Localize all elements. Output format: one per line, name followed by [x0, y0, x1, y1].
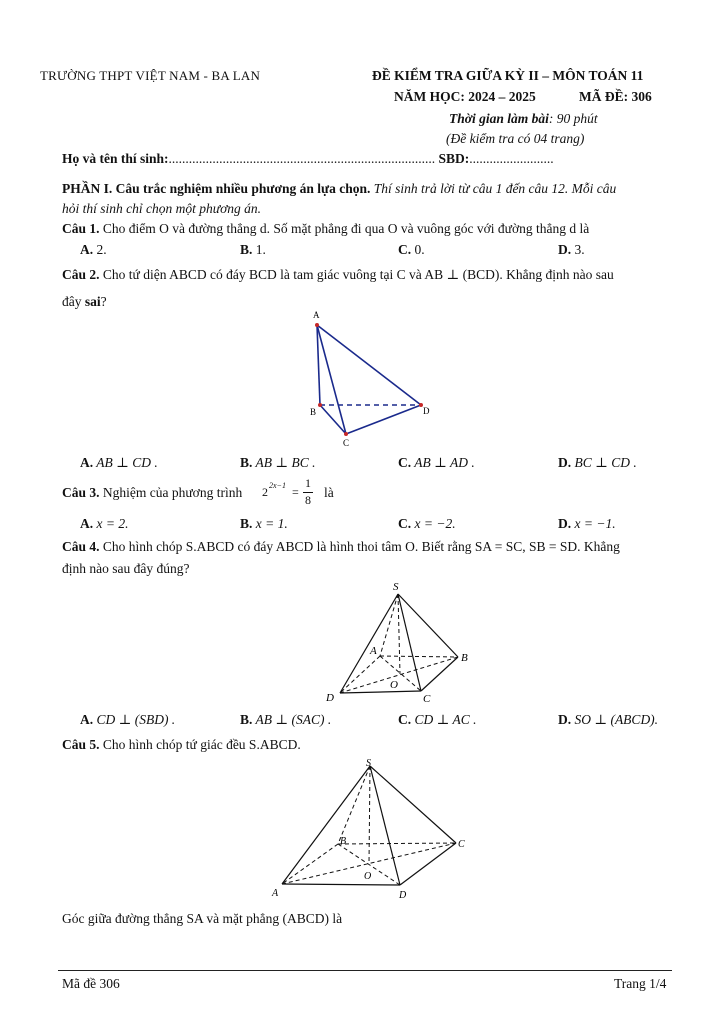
square-pyramid-figure	[260, 752, 470, 904]
question-3	[62, 484, 242, 502]
question-4	[62, 538, 620, 556]
name-label: Họ và tên thí sinh:	[62, 151, 169, 166]
sbd-label: SBD:	[435, 151, 470, 166]
q2-text-cont: đây sai?	[62, 294, 107, 309]
sbd-dots: .........................	[469, 151, 554, 166]
eq-exponent: 2x−1	[269, 481, 286, 490]
vertex-a	[315, 323, 319, 327]
label-a: A	[370, 645, 377, 657]
q1-label: Câu 1.	[62, 221, 100, 236]
edge-cd	[346, 405, 421, 434]
q2-option-d[interactable]: D. BC ⊥ CD .	[558, 455, 637, 470]
q3-text-end: là	[324, 485, 334, 500]
part1-instruction: Thí sinh trả lời từ câu 1 đến câu 12. Mỗi câu	[370, 181, 617, 196]
question-1	[62, 220, 589, 238]
q3-equation	[262, 476, 322, 510]
q1-text: Cho điểm O và đường thẳng d. Số mặt phẳng đi qua O và vuông góc với đường thẳng d là	[99, 221, 590, 236]
footer-page-number: Trang 1/4	[614, 976, 667, 991]
edge-ab-hidden	[380, 656, 458, 657]
label-d: D	[423, 406, 430, 416]
q1-option-b[interactable]: B. 1.	[240, 242, 266, 257]
exam-title: ĐỀ KIỂM TRA GIỮA KỲ II – MÔN TOÁN 11	[372, 68, 644, 83]
edge-sc	[398, 594, 421, 691]
q1-option-c[interactable]: C. 0.	[398, 242, 425, 257]
pages-note: (Đề kiểm tra có 04 trang)	[446, 131, 585, 146]
label-b: B	[310, 407, 317, 417]
q5-question-end: Góc giữa đường thẳng SA và mặt phẳng (ABCD) là	[62, 911, 343, 926]
q2-option-a[interactable]: A. AB ⊥ CD .	[80, 455, 158, 470]
q4-text-cont: định nào sau đây đúng?	[62, 561, 190, 576]
school-name: TRƯỜNG THPT VIỆT NAM - BA LAN	[40, 68, 261, 83]
q2-label: Câu 2.	[62, 267, 100, 282]
eq-numerator: 1	[305, 476, 311, 490]
label-s: S	[366, 758, 371, 769]
part1-title: PHẦN I. Câu trắc nghiệm nhiều phương án lựa chọn.	[62, 181, 371, 196]
label-c: C	[423, 693, 431, 705]
time-label: Thời gian làm bài	[449, 111, 549, 126]
edge-sa	[282, 766, 370, 884]
q3-option-a[interactable]: A. x = 2.	[80, 516, 129, 531]
edge-ab-hidden	[282, 844, 338, 884]
label-d: D	[326, 692, 334, 704]
q1-option-d[interactable]: D. 3.	[558, 242, 585, 257]
label-b: B	[461, 652, 468, 664]
edge-ad	[282, 884, 400, 885]
school-year: NĂM HỌC: 2024 – 2025	[394, 89, 536, 104]
vertex-c	[344, 432, 348, 436]
label-a: A	[313, 310, 320, 320]
label-o: O	[364, 871, 372, 882]
edge-sa-hidden	[380, 594, 398, 656]
student-info-line	[62, 150, 554, 168]
time-info	[449, 110, 598, 128]
q5-label: Câu 5.	[62, 737, 100, 752]
edge-ad	[317, 325, 421, 405]
q3-option-c[interactable]: C. x = −2.	[398, 516, 456, 531]
q2-text: Cho tứ diện ABCD có đáy BCD là tam giác vuông tại C và AB ⊥ (BCD). Khẳng định nào sau	[99, 267, 614, 282]
q3-text: Nghiệm của phương trình	[99, 485, 243, 500]
q4-text: Cho hình chóp S.ABCD có đáy ABCD là hình thoi tâm O. Biết rằng SA = SC, SB = SD. Khẳng	[99, 539, 620, 554]
label-o: O	[390, 679, 398, 691]
part1-instruction-cont: hỏi thí sinh chỉ chọn một phương án.	[62, 201, 262, 216]
eq-base: 2	[262, 485, 268, 499]
label-b: B	[340, 836, 347, 847]
edge-sd	[370, 766, 400, 885]
diag-ac-hidden	[380, 656, 421, 691]
eq-equals: =	[292, 485, 299, 499]
time-value: : 90 phút	[548, 111, 598, 126]
q2-option-b[interactable]: B. AB ⊥ BC .	[240, 455, 316, 470]
q3-option-d[interactable]: D. x = −1.	[558, 516, 616, 531]
q4-label: Câu 4.	[62, 539, 100, 554]
edge-cb	[421, 657, 458, 691]
footer-divider	[58, 970, 672, 971]
label-s: S	[393, 581, 399, 593]
q4-option-a[interactable]: A. CD ⊥ (SBD) .	[80, 712, 176, 727]
edge-bc-hidden	[338, 843, 456, 844]
footer-exam-code: Mã đề 306	[62, 976, 120, 991]
part1-heading	[62, 180, 616, 198]
question-2	[62, 266, 614, 284]
q1-option-a[interactable]: A. 2.	[80, 242, 107, 257]
q4-option-b[interactable]: B. AB ⊥ (SAC) .	[240, 712, 332, 727]
rhombus-pyramid-figure	[318, 578, 478, 710]
q3-option-b[interactable]: B. x = 1.	[240, 516, 288, 531]
exam-code: MÃ ĐỀ: 306	[579, 89, 652, 104]
edge-sc	[370, 766, 456, 843]
segment-so-hidden	[369, 766, 370, 864]
label-c: C	[343, 438, 350, 448]
label-a: A	[272, 888, 279, 899]
edge-sb-hidden	[338, 766, 370, 844]
eq-denominator: 8	[305, 493, 311, 507]
label-d: D	[399, 890, 407, 901]
q5-text: Cho hình chóp tứ giác đều S.ABCD.	[99, 737, 301, 752]
q3-label: Câu 3.	[62, 485, 100, 500]
edge-dc	[340, 691, 421, 693]
q2-option-c[interactable]: C. AB ⊥ AD .	[398, 455, 475, 470]
label-c: C	[458, 839, 465, 850]
tetrahedron-figure	[300, 305, 440, 450]
vertex-b	[318, 403, 322, 407]
segment-so-hidden	[398, 594, 400, 674]
edge-sb	[398, 594, 458, 657]
name-dots: ...............................................................................	[168, 151, 436, 166]
edge-ad-hidden	[340, 656, 380, 693]
q4-option-c[interactable]: C. CD ⊥ AC .	[398, 712, 477, 727]
q4-option-d[interactable]: D. SO ⊥ (ABCD).	[558, 712, 659, 727]
